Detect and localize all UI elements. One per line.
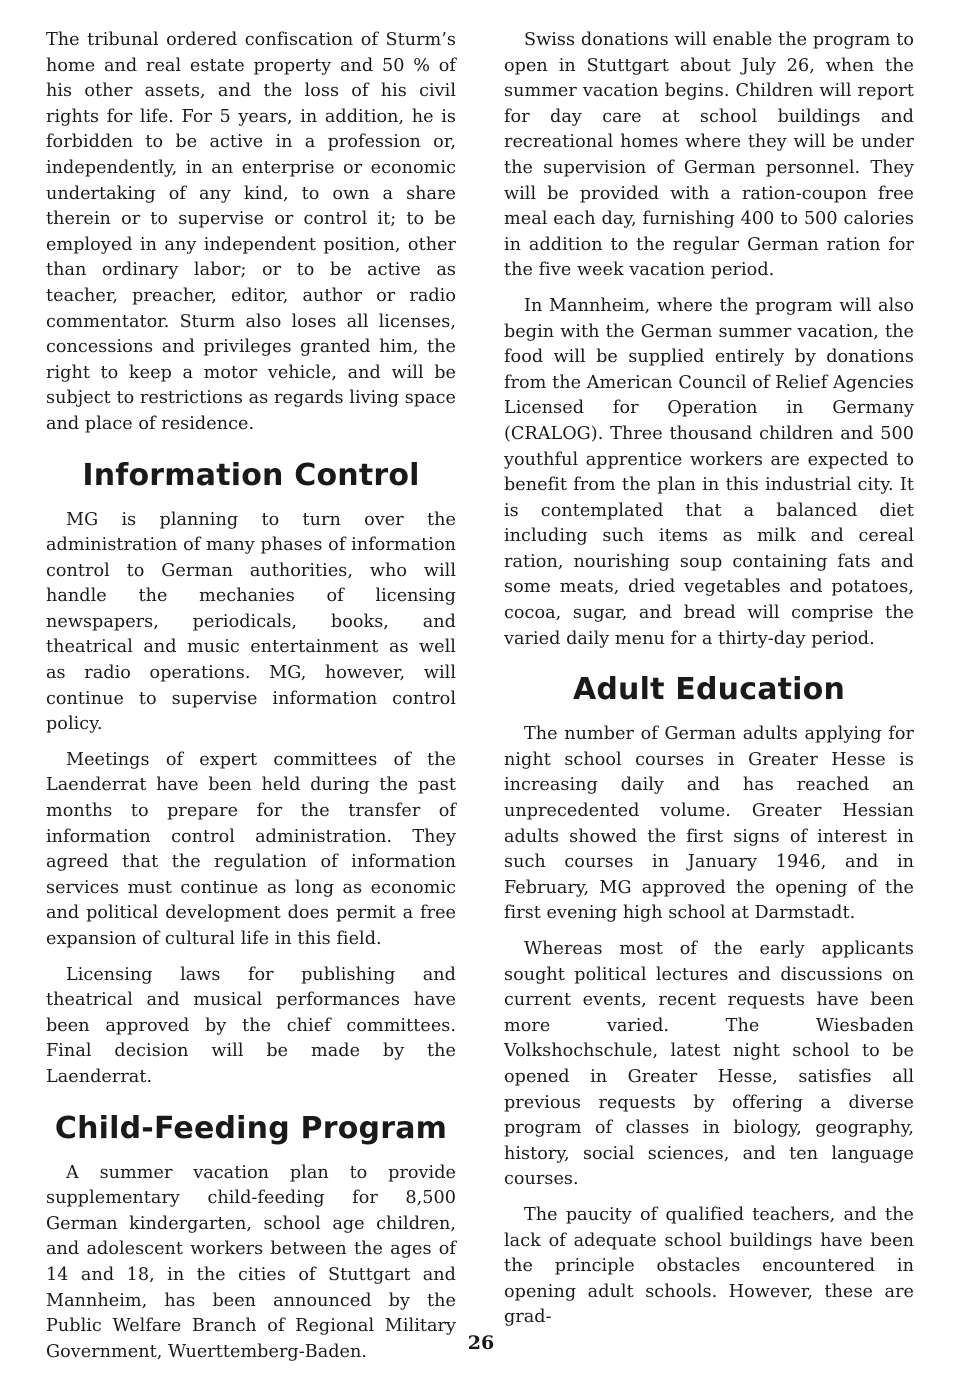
right-column xyxy=(504,28,914,1341)
information-control-heading: Information Control xyxy=(82,457,420,493)
information-control-paragraph: MG is planning to turn over the administration of many phases of information control to German authorities, who will handle the mechanies of licensing newspapers, periodicals, books, and theatrical and music entertainment as well as radio operations. MG, however, will continue to supervise information control policy. xyxy=(46,509,456,735)
adult-education-paragraph: The paucity of qualified teachers, and the lack of adequate school buildings have been the principle obstacles encountered in opening adult schools. However, these are grad- xyxy=(504,1204,914,1328)
child-feeding-continued-paragraph: Swiss donations will enable the program to open in Stuttgart about July 26, when the summer vacation begins. Children will report for day care at school buildings and recreational homes where they will be under the supervision of German personnel. They will be provided with a ration-coupon free meal each day, furnishing 400 to 500 calories in addition to the regular German ration for the five week vacation period. xyxy=(504,30,914,281)
adult-education-paragraph: The number of German adults applying for night school courses in Greater Hesse is increasing daily and has reached an unprecedented volume. Greater Hessian adults showed the first signs of interest in such courses in January 1946, and in February, MG approved the opening of the first evening high school at Darmstadt. xyxy=(504,724,914,924)
child-feeding-continued-paragraph: In Mannheim, where the program will also begin with the German summer vacation, the food will be supplied entirely by donations from the American Council of Relief Agencies Licensed for Operation in Germany (CRALOG). Three thousand children and 500 youthful apprentice workers are expected to benefit from the plan in this industrial city. It is contemplated that a balanced diet including such items as milk and cereal ration, nourishing soup containing fats and some meats, dried vegetables and potatoes, cocoa, sugar, and bread will comprise the varied daily menu for a thirty-day period. xyxy=(504,295,914,649)
child-feeding-heading: Child-Feeding Program xyxy=(54,1110,448,1146)
page-number: 26 xyxy=(467,1332,495,1354)
left-column xyxy=(46,28,456,1375)
adult-education-heading: Adult Education xyxy=(572,672,846,708)
adult-education-paragraph: Whereas most of the early applicants sought political lectures and discussions on current events, recent requests have been more varied. The Wiesbaden Volkshochschule, latest night school to be opened in Greater Hesse, satisfies all previous requests by offering a diverse program of classes in biology, geography, history, social sciences, and ten language courses. xyxy=(504,939,914,1190)
information-control-paragraph: Meetings of expert committees of the Laenderrat have been held during the past months to prepare for the transfer of information control administration. They agreed that the regulation of information services must continue as long as economic and political development does permit a free expansion of cultural life in this field. xyxy=(46,749,456,949)
sturm-verdict-paragraph: The tribunal ordered confiscation of Sturm’s home and real estate property and 50 % of his other assets, and the loss of his civil rights for life. For 5 years, in addition, he is forbidden to be active in a profession or, independently, in an enterprise or economic undertaking of any kind, to own a share therein or to supervise or control it; to be employed in any independent position, other than ordinary labor; or to be active as teacher, preacher, editor, author or radio commentator. Sturm also loses all licenses, concessions and privileges granted him, the right to keep a motor vehicle, and will be subject to restrictions as regards living space and place of residence. xyxy=(46,30,456,434)
child-feeding-paragraph: A summer vacation plan to provide supplementary child-feeding for 8,500 German kindergarten, school age children, and adolescent workers between the ages of 14 and 18, in the cities of Stuttgart and Mannheim, has been announced by the Public Welfare Branch of Regional Military Government, Wuerttemberg-Baden. xyxy=(46,1162,456,1362)
information-control-paragraph: Licensing laws for publishing and theatrical and musical performances have been approved by the chief committees. Final decision will be made by the Laenderrat. xyxy=(46,964,456,1087)
